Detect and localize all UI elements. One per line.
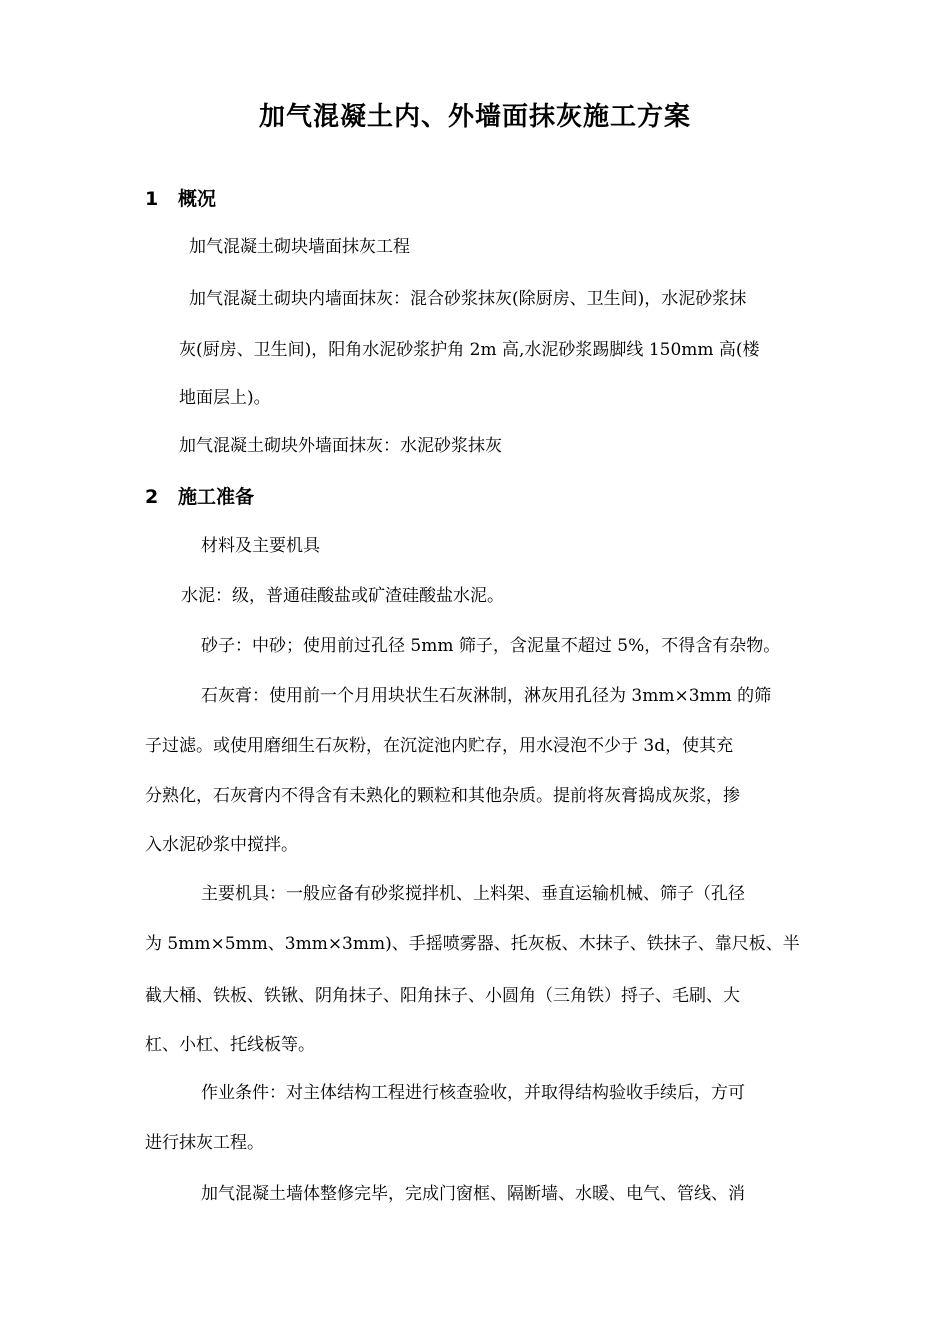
paragraph-line: 子过滤。或使用磨细生石灰粉，在沉淀池内贮存，用水浸泡不少于 3d，使其充: [145, 736, 734, 756]
paragraph-line: 地面层上)。: [179, 388, 271, 408]
paragraph-line: 进行抹灰工程。: [145, 1133, 264, 1153]
paragraph-line: 作业条件：对主体结构工程进行核查验收，并取得结构验收手续后，方可: [201, 1083, 745, 1103]
paragraph-line: 石灰膏：使用前一个月用块状生石灰淋制，淋灰用孔径为 3mm×3mm 的筛: [201, 686, 772, 706]
paragraph-line: 加气混凝土砌块墙面抹灰工程: [189, 237, 410, 257]
section-number: 1: [145, 188, 159, 210]
paragraph-line: 为 5mm×5mm、3mm×3mm)、手摇喷雾器、托灰板、木抹子、铁抹子、靠尺板、半: [145, 934, 800, 954]
paragraph-line: 截大桶、铁板、铁锹、阴角抹子、阳角抹子、小圆角（三角铁）捋子、毛刷、大: [145, 986, 740, 1006]
paragraph-line: 砂子：中砂；使用前过孔径 5mm 筛子，含泥量不超过 5%，不得含有杂物。: [201, 636, 781, 656]
section-title: 施工准备: [178, 486, 255, 508]
section-title: 概况: [178, 188, 217, 210]
section-number: 2: [145, 486, 159, 508]
paragraph-line: 分熟化，石灰膏内不得含有未熟化的颗粒和其他杂质。提前将灰膏捣成灰浆，掺: [145, 786, 740, 806]
paragraph-line: 加气混凝土砌块外墙面抹灰：水泥砂浆抹灰: [179, 436, 502, 456]
section-heading-1: [145, 184, 216, 211]
paragraph-line: 水泥：级，普通硅酸盐或矿渣硅酸盐水泥。: [181, 586, 504, 606]
paragraph-line: 入水泥砂浆中搅拌。: [145, 835, 298, 855]
paragraph-line: 加气混凝土墙体整修完毕，完成门窗框、隔断墙、水暖、电气、管线、消: [201, 1184, 745, 1204]
paragraph-line: 杠、小杠、托线板等。: [145, 1035, 315, 1055]
section-heading-2: [145, 482, 254, 509]
paragraph-line: 灰(厨房、卫生间)，阳角水泥砂浆护角 2m 高,水泥砂浆踢脚线 150mm 高(楼: [179, 340, 760, 360]
paragraph-line: 材料及主要机具: [201, 536, 320, 556]
paragraph-line: 加气混凝土砌块内墙面抹灰：混合砂浆抹灰(除厨房、卫生间)，水泥砂浆抹: [189, 289, 747, 309]
document-title: 加气混凝土内、外墙面抹灰施工方案: [258, 102, 691, 132]
paragraph-line: 主要机具：一般应备有砂浆搅拌机、上料架、垂直运输机械、筛子（孔径: [201, 884, 745, 904]
